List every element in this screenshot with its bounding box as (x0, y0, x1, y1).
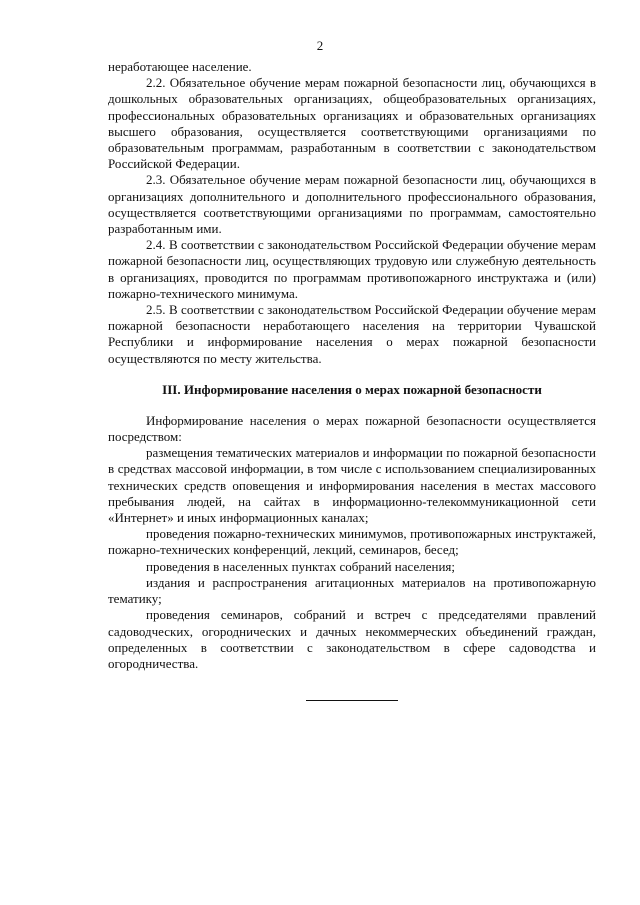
section3-item-seminars: проведения семинаров, собраний и встреч с председателями правлений садоводческих, огороднических и дачных некоммерческих объединений граждан, определенных в соответствии с законодательством в сфере садоводства и огородничества. (108, 607, 596, 671)
paragraph-2-2: 2.2. Обязательное обучение мерам пожарной безопасности лиц, обучающихся в дошкольных образовательных организациях, общеобразовательных организациях, профессиональных образовательных организациях и образовательных организациях высшего образования, осуществляется соответствующими организациями по образовательным программам, разработанным в соответствии с законодательством Российской Федерации. (108, 75, 596, 172)
section3-item-briefings: проведения пожарно-технических минимумов, противопожарных инструктажей, пожарно-технических конференций, лекций, семинаров, бесед; (108, 526, 596, 558)
section-heading-iii: III. Информирование населения о мерах пожарной безопасности (162, 381, 542, 397)
continuation-text: неработающее население. (108, 59, 252, 74)
end-divider (306, 700, 398, 701)
page-number: 2 (316, 38, 324, 53)
section3-item-meetings: проведения в населенных пунктах собраний населения; (146, 558, 455, 574)
section3-intro: Информирование населения о мерах пожарной безопасности осуществляется посредством: (108, 412, 596, 445)
paragraph-2-4: 2.4. В соответствии с законодательством Российской Федерации обучение мерам пожарной безопасности лиц, осуществляющих трудовую или служебную деятельность в организациях, проводится по программам противопожарного инструктажа и (или) пожарно-технического минимума. (108, 237, 596, 301)
section3-item-publications: издания и распространения агитационных материалов на противопожарную тематику; (108, 574, 596, 607)
section3-item-materials: размещения тематических материалов и информации по пожарной безопасности в средствах массовой информации, в том числе с использованием специализированных технических средств оповещения и информирования населения в местах массового пребывания людей, на сайтах в информационно-телекоммуникационной сети «Интернет» и иных информационных каналах; (108, 445, 596, 526)
document-body (108, 59, 596, 701)
paragraph-2-3: 2.3. Обязательное обучение мерам пожарной безопасности лиц, обучающихся в организациях дополнительного и дополнительного профессионального образования, осуществляется соответствующими организациями по программам, самостоятельно разработанным ими. (108, 172, 596, 237)
paragraph-2-5: 2.5. В соответствии с законодательством Российской Федерации обучение мерам пожарной безопасности неработающего населения на территории Чувашской Республики и информирование населения о мерах пожарной безопасности осуществляются по месту жительства. (108, 302, 596, 366)
